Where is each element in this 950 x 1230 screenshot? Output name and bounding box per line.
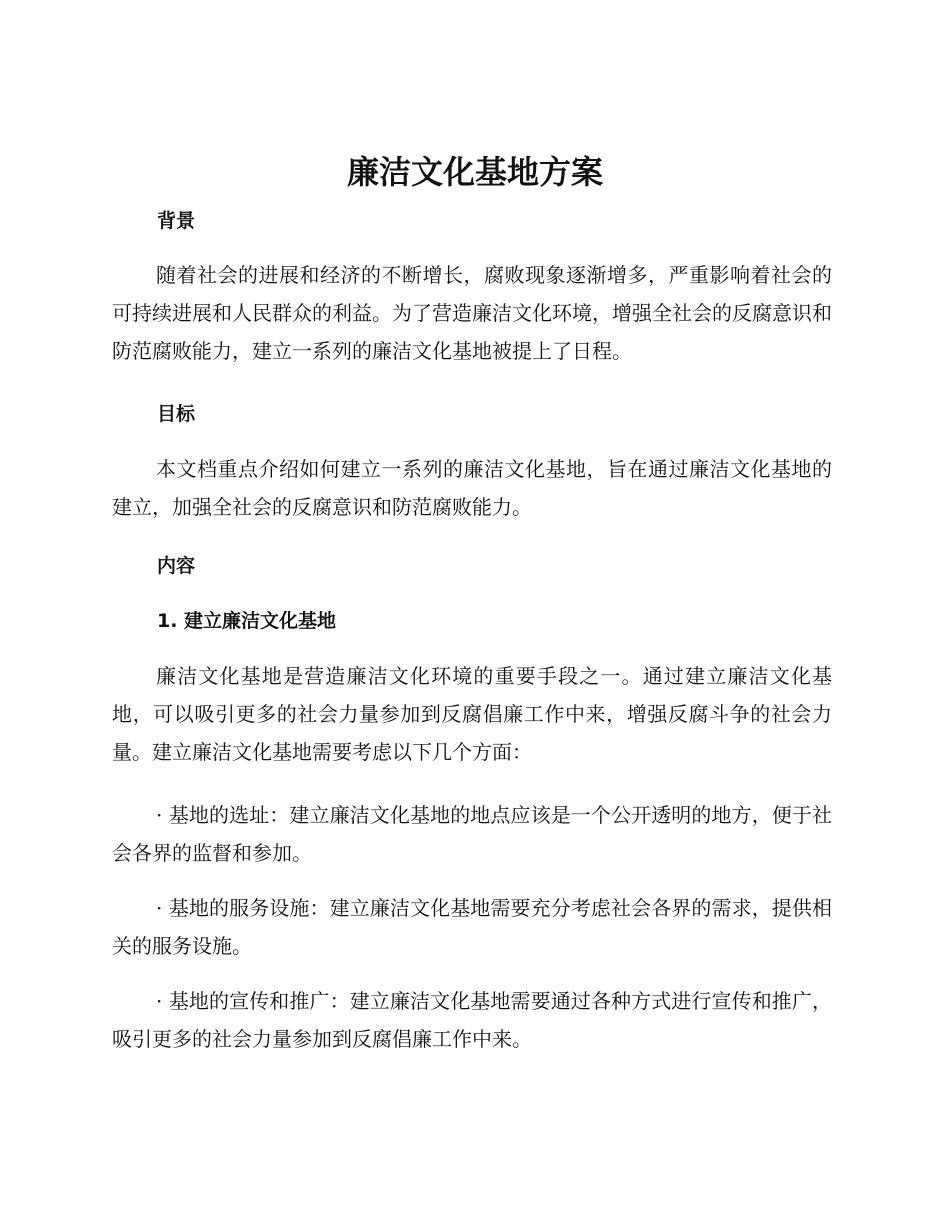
section-heading-content: 内容 (157, 555, 196, 577)
list-item-site: · 基地的选址：建立廉洁文化基地的地点应该是一个公开透明的地方，便于社会各界的监督和参加。 (112, 803, 832, 865)
subsection-heading-1: 1. 建立廉洁文化基地 (157, 610, 337, 632)
paragraph-goal: 本文档重点介绍如何建立一系列的廉洁文化基地，旨在通过廉洁文化基地的建立，加强全社会的反腐意识和防范腐败能力。 (112, 457, 832, 519)
section-heading-background: 背景 (157, 210, 196, 232)
section-heading-goal: 目标 (157, 403, 196, 425)
paragraph-content-intro: 廉洁文化基地是营造廉洁文化环境的重要手段之一。通过建立廉洁文化基地，可以吸引更多的社会力量参加到反腐倡廉工作中来，增强反腐斗争的社会力量。建立廉洁文化基地需要考虑以下几个方面： (112, 664, 832, 764)
list-item-facilities: · 基地的服务设施：建立廉洁文化基地需要充分考虑社会各界的需求，提供相关的服务设施。 (112, 896, 832, 958)
list-item-promotion: · 基地的宣传和推广：建立廉洁文化基地需要通过各种方式进行宣传和推广，吸引更多的社会力量参加到反腐倡廉工作中来。 (112, 989, 832, 1051)
paragraph-background: 随着社会的进展和经济的不断增长，腐败现象逐渐增多，严重影响着社会的可持续进展和人民群众的利益。为了营造廉洁文化环境，增强全社会的反腐意识和防范腐败能力，建立一系列的廉洁文化基地被提上了日程。 (112, 263, 832, 363)
document-title: 廉洁文化基地方案 (346, 153, 603, 191)
